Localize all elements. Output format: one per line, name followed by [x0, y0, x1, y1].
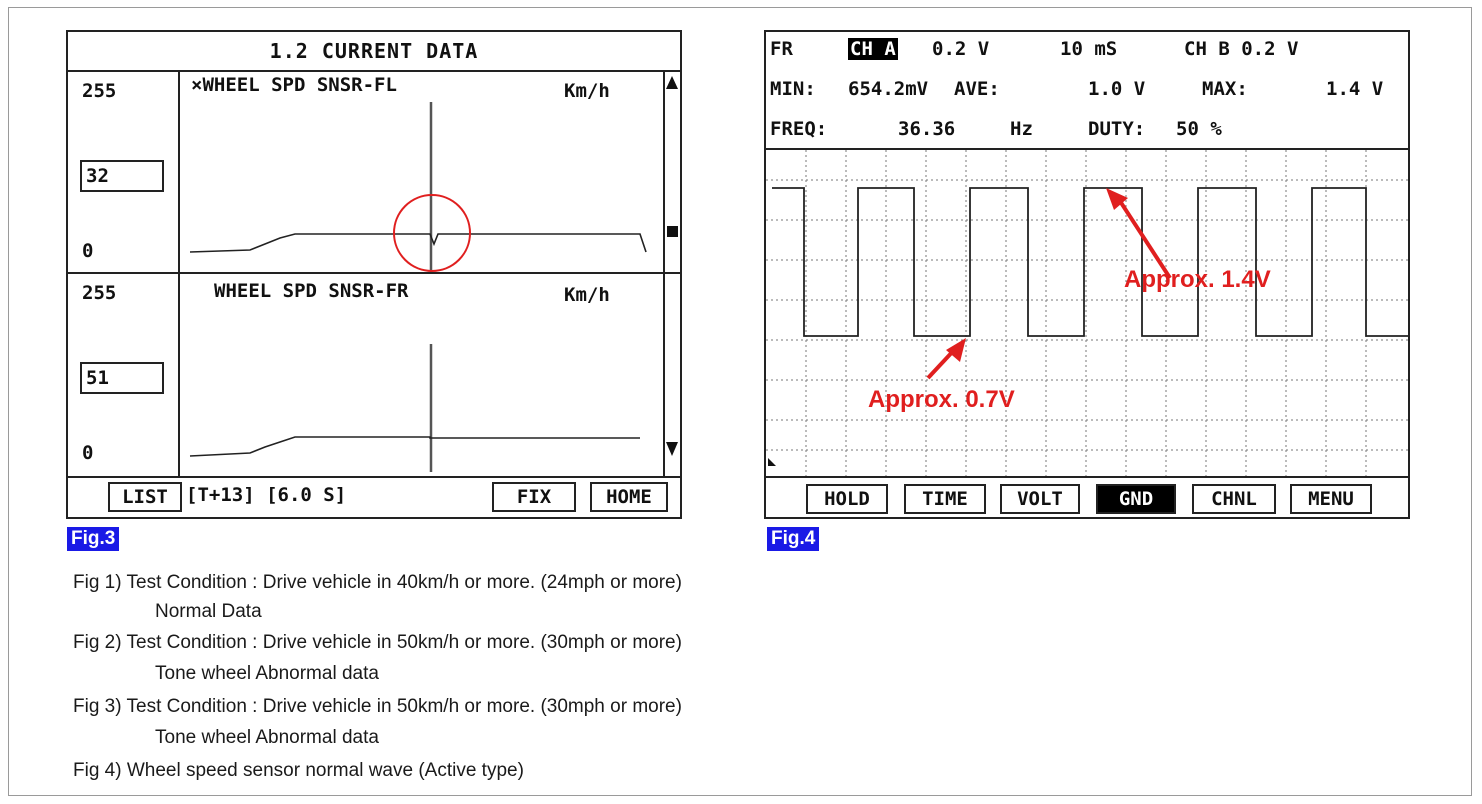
ground-marker-icon	[768, 458, 776, 466]
caption-fig4: Fig 4) Wheel speed sensor normal wave (Active type)	[73, 760, 524, 781]
footer-divider	[766, 476, 1408, 478]
ave-value: 1.0 V	[1088, 78, 1146, 100]
fig3-tag: Fig.3	[67, 527, 119, 551]
fix-button[interactable]: FIX	[492, 482, 576, 512]
list-button[interactable]: LIST	[108, 482, 182, 512]
caption-fig1-detail: Normal Data	[155, 601, 262, 622]
caption-fig1: Fig 1) Test Condition : Drive vehicle in 40km/h or more. (24mph or more)	[73, 572, 682, 593]
channel-a-label[interactable]: CH A	[850, 38, 896, 60]
triangle-down-icon	[666, 442, 678, 456]
timebase: 10 mS	[1060, 38, 1118, 60]
max-value: 1.4 V	[1326, 78, 1384, 100]
sensor1-unit: Km/h	[564, 80, 610, 102]
freq-label: FREQ:	[770, 118, 828, 140]
channel-b-scale: CH B 0.2 V	[1184, 38, 1299, 60]
chnl-button[interactable]: CHNL	[1192, 484, 1276, 514]
sensor1-name: ×WHEEL SPD SNSR-FL	[191, 74, 397, 96]
sensor2-min-label: 0	[82, 442, 94, 464]
sensor2-value-box: 51	[80, 362, 164, 394]
square-wave-trace	[772, 188, 1408, 336]
caption-fig2: Fig 2) Test Condition : Drive vehicle in 50km/h or more. (30mph or more)	[73, 632, 682, 653]
annotation-high-voltage: Approx. 1.4V	[1124, 266, 1271, 293]
channel-fr-label: FR	[770, 38, 793, 60]
home-button[interactable]: HOME	[590, 482, 668, 512]
caption-fig3: Fig 3) Test Condition : Drive vehicle in 50km/h or more. (30mph or more)	[73, 696, 682, 717]
fig4-tag: Fig.4	[767, 527, 819, 551]
sensor1-min-label: 0	[82, 240, 94, 262]
hold-button[interactable]: HOLD	[806, 484, 888, 514]
oscilloscope-panel	[764, 30, 1410, 519]
square-icon	[667, 226, 678, 237]
freq-value: 36.36	[898, 118, 956, 140]
footer-divider	[68, 476, 680, 478]
annotation-low-voltage: Approx. 0.7V	[868, 386, 1015, 413]
triangle-up-icon	[666, 76, 678, 89]
volt-button[interactable]: VOLT	[1000, 484, 1080, 514]
time-status: [T+13] [6.0 S]	[186, 484, 347, 506]
min-value: 654.2mV	[848, 78, 929, 100]
gnd-button[interactable]: GND	[1096, 484, 1176, 514]
speed-graphs	[180, 72, 663, 476]
caption-fig3-detail: Tone wheel Abnormal data	[155, 727, 379, 748]
panel-title: 1.2 CURRENT DATA	[68, 32, 680, 72]
sensor2-unit: Km/h	[564, 284, 610, 306]
sensor2-trace	[190, 437, 640, 456]
scope-waveform-display	[766, 150, 1408, 476]
channel-a-scale: 0.2 V	[932, 38, 990, 60]
max-label: MAX:	[1202, 78, 1248, 100]
ave-label: AVE:	[954, 78, 1000, 100]
freq-unit: Hz	[1010, 118, 1033, 140]
min-label: MIN:	[770, 78, 816, 100]
duty-label: DUTY:	[1088, 118, 1146, 140]
time-button[interactable]: TIME	[904, 484, 986, 514]
sensor1-max-label: 255	[82, 80, 117, 102]
caption-fig2-detail: Tone wheel Abnormal data	[155, 663, 379, 684]
sensor2-max-label: 255	[82, 282, 117, 304]
duty-value: 50 %	[1176, 118, 1222, 140]
sensor1-value-box: 32	[80, 160, 164, 192]
sensor1-trace	[190, 234, 646, 252]
menu-button[interactable]: MENU	[1290, 484, 1372, 514]
sensor2-name: WHEEL SPD SNSR-FR	[214, 280, 409, 302]
scan-tool-current-data-panel	[66, 30, 682, 519]
scroll-controls	[665, 72, 680, 476]
